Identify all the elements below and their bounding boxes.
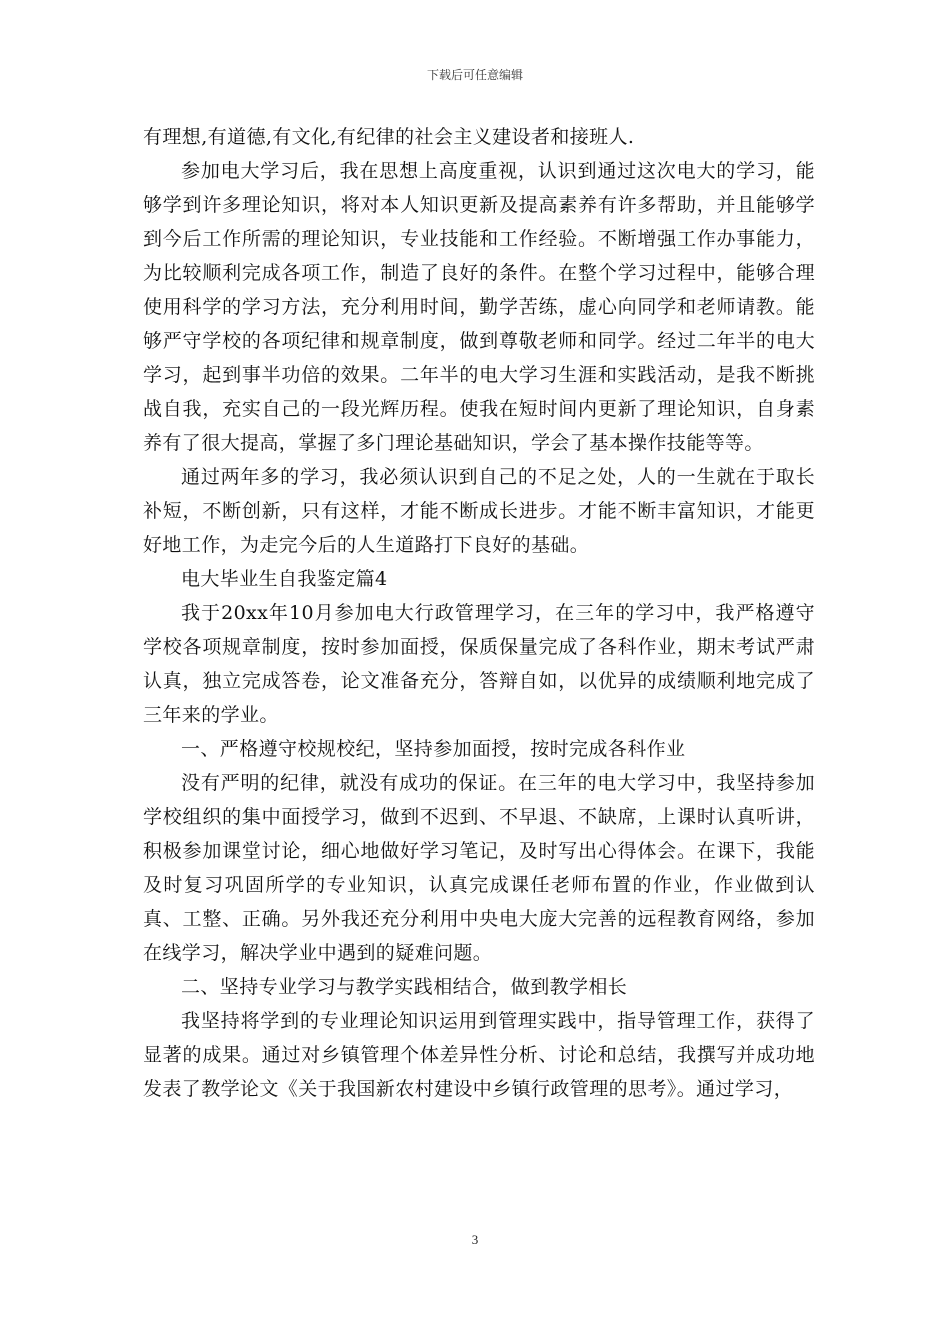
paragraph-5: 我于20xx年10月参加电大行政管理学习，在三年的学习中，我严格遵守学校各项规章制度，按时参加面授，保质保量完成了各科作业，期末考试严肃认真，独立完成答卷，论文准备充分，答辩自如，以优异的成绩顺利地完成了三年来的学业。: [143, 602, 815, 726]
paragraph-1: 有理想,有道德,有文化,有纪律的社会主义建设者和接班人.: [143, 126, 635, 148]
subheading-1: 一、严格遵守校规校纪，坚持参加面授，按时完成各科作业: [181, 738, 686, 760]
page-number: 3: [471, 1232, 479, 1247]
paragraph-7: 没有严明的纪律，就没有成功的保证。在三年的电大学习中，我坚持参加学校组织的集中面授学习，做到不迟到、不早退、不缺席，上课时认真听讲，积极参加课堂讨论，细心地做好学习笔记，及时写出心得体会。在课下，我能及时复习巩固所学的专业知识，认真完成课任老师布置的作业，作业做到认真、工整、正确。另外我还充分利用中央电大庞大完善的远程教育网络，参加在线学习，解决学业中遇到的疑难问题。: [143, 772, 815, 964]
paragraph-2: 参加电大学习后，我在思想上高度重视，认识到通过这次电大的学习，能够学到许多理论知识，将对本人知识更新及提高素养有许多帮助，并且能够学到今后工作所需的理论知识，专业技能和工作经验。不断增强工作办事能力，为比较顺利完成各项工作，制造了良好的条件。在整个学习过程中，能够合理使用科学的学习方法，充分利用时间，勤学苦练，虚心向同学和老师请教。能够严守学校的各项纪律和规章制度，做到尊敬老师和同学。经过二年半的电大学习，起到事半功倍的效果。二年半的电大学习生涯和实践活动，是我不断挑战自我，充实自己的一段光辉历程。使我在短时间内更新了理论知识，自身素养有了很大提高，掌握了多门理论基础知识，学会了基本操作技能等等。: [143, 160, 815, 454]
section-title-4: 电大毕业生自我鉴定篇4: [181, 568, 388, 590]
paragraph-3: 通过两年多的学习，我必须认识到自己的不足之处，人的一生就在于取长补短，不断创新，只有这样，才能不断成长进步。才能不断丰富知识，才能更好地工作，为走完今后的人生道路打下良好的基础。: [143, 466, 815, 556]
page-header: 下载后可任意编辑: [426, 68, 523, 82]
paragraph-9: 我坚持将学到的专业理论知识运用到管理实践中，指导管理工作，获得了显著的成果。通过对乡镇管理个体差异性分析、讨论和总结，我撰写并成功地发表了教学论文《关于我国新农村建设中乡镇行政管理的思考》。通过学习，: [143, 1010, 815, 1100]
document-body: [143, 120, 815, 1106]
subheading-2: 二、坚持专业学习与教学实践相结合，做到教学相长: [181, 976, 628, 998]
